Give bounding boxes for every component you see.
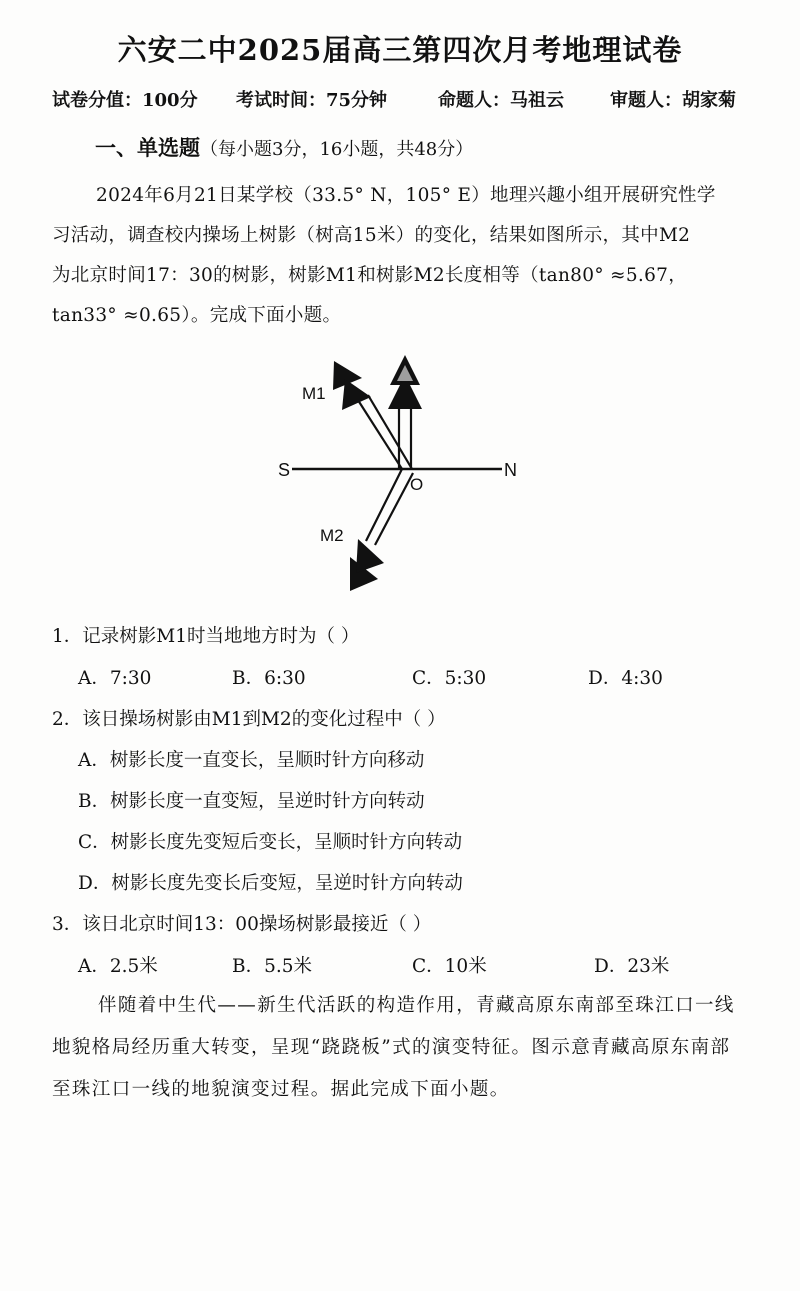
section-heading (95, 132, 473, 162)
meta-score: 试卷分值：100分 (52, 90, 198, 111)
question-1-stem: 1．记录树影M1时当地地方时为（ ） (52, 626, 360, 647)
shadow-m2-tree-bottom (356, 539, 384, 573)
meta-time: 考试时间：75分钟 (236, 90, 388, 111)
question-2-option-d: D．树影长度先变长后变短，呈逆时针方向转动 (78, 873, 463, 894)
question-3-stem: 3．该日北京时间13：00操场树影最接近（ ） (52, 914, 432, 935)
section-note: （每小题3分，16小题，共48分） (200, 139, 474, 160)
question-1-option-d: D．4:30 (588, 668, 663, 689)
exam-title: 六安二中2025届高三第四次月考地理试卷 (117, 33, 683, 67)
intro2-line-1: 伴随着中生代——新生代活跃的构造作用，青藏高原东南部至珠江口一线 (98, 995, 735, 1016)
question-3-option-d: D．23米 (594, 956, 670, 977)
meta-author: 命题人：马祖云 (438, 90, 564, 111)
shadow-diagram (270, 345, 540, 600)
intro2-line-2: 地貌格局经历重大转变，呈现“跷跷板”式的演变特征。图示意青藏高原东南部 (52, 1037, 731, 1058)
section-title: 一、单选题 (95, 135, 200, 160)
label-m2: M2 (320, 526, 344, 545)
question-3-option-c: C．10米 (412, 956, 487, 977)
question-2-option-b: B．树影长度一直变短，呈逆时针方向转动 (78, 791, 425, 812)
label-n: N (504, 460, 517, 480)
question-3-option-a: A．2.5米 (78, 956, 158, 977)
meta-reviewer: 审题人：胡家菊 (610, 90, 736, 111)
intro1-line-3: 为北京时间17：30的树影，树影M1和树影M2长度相等（tan80° ≈5.67， (52, 265, 688, 286)
question-2-option-c: C．树影长度先变短后变长，呈顺时针方向转动 (78, 832, 463, 853)
question-3-option-b: B．5.5米 (232, 956, 313, 977)
question-2-option-a: A．树影长度一直变长，呈顺时针方向移动 (78, 750, 425, 771)
question-1-option-c: C．5:30 (412, 668, 487, 689)
intro1-line-2: 习活动，调查校内操场上树影（树高15米）的变化，结果如图所示，其中M2 (52, 225, 691, 246)
question-1-option-a: A．7:30 (78, 668, 152, 689)
label-s: S (278, 460, 291, 480)
label-o: O (410, 475, 424, 494)
shadow-m1-tree-bottom (342, 379, 371, 410)
question-1-option-b: B．6:30 (232, 668, 306, 689)
label-m1: M1 (302, 384, 326, 403)
question-2-stem: 2．该日操场树影由M1到M2的变化过程中（ ） (52, 709, 446, 730)
intro2-line-3: 至珠江口一线的地貌演变过程。据此完成下面小题。 (52, 1079, 510, 1100)
intro1-line-4: tan33° ≈0.65）。完成下面小题。 (52, 305, 342, 326)
intro1-line-1: 2024年6月21日某学校（33.5° N，105° E）地理兴趣小组开展研究性学 (96, 185, 716, 206)
